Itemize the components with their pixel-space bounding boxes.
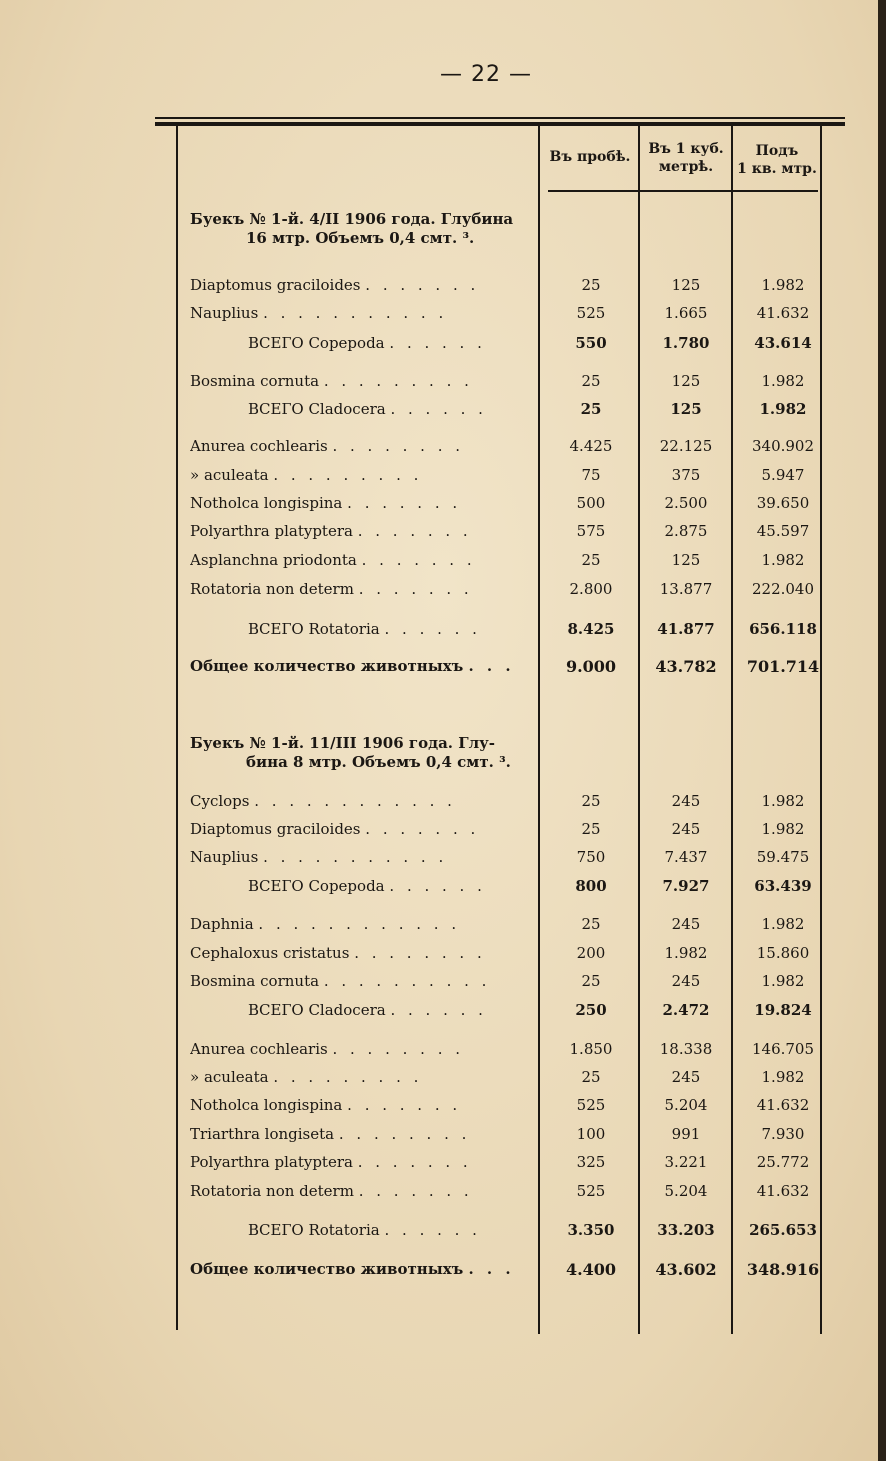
table-row	[0, 437, 886, 461]
value-per-square-meter: 41.632	[756, 304, 810, 322]
row-label-text: Nauplius	[190, 848, 259, 866]
value-in-sample: 1.850	[569, 1040, 613, 1058]
value-per-square-meter: 45.597	[756, 522, 810, 540]
leader-dots: . . . . . . . . . . . .	[258, 915, 461, 933]
value-per-cubic-meter: 245	[671, 820, 701, 838]
value-per-cubic-meter: 7.927	[662, 877, 710, 895]
row-label	[190, 915, 530, 933]
row-label-text: Nauplius	[190, 304, 259, 322]
value-per-cubic-meter: 2.500	[664, 494, 708, 512]
row-label	[190, 1096, 530, 1114]
value-in-sample: 25	[581, 915, 601, 933]
value-in-sample: 4.425	[569, 437, 613, 455]
section-2-title-line1: Буекъ № 1-й. 11/III 1906 года. Глу-	[190, 734, 495, 752]
leader-dots: . . . . . .	[389, 334, 486, 352]
row-label-text: ВСЕГО Cladocera	[248, 1001, 386, 1019]
section-2-title-line2: бина 8 мтр. Объемъ 0,4 смт. ³.	[246, 753, 511, 771]
row-label-text: Anurea cochlearis	[190, 1040, 328, 1058]
value-in-sample: 2.800	[569, 580, 613, 598]
header-per-square-meter-line1: Подъ	[755, 143, 799, 159]
table-row	[0, 522, 886, 546]
row-label-text: Общее количество животныхъ	[190, 1260, 464, 1278]
value-per-cubic-meter: 375	[671, 466, 701, 484]
value-per-square-meter: 19.824	[754, 1001, 812, 1019]
value-in-sample: 800	[575, 877, 607, 895]
row-label-text: Daphnia	[190, 915, 254, 933]
value-per-square-meter: 1.982	[761, 276, 805, 294]
table-row	[0, 1096, 886, 1120]
table-row	[0, 304, 886, 328]
row-label-text: Cephaloxus cristatus	[190, 944, 350, 962]
value-in-sample: 4.400	[565, 1260, 617, 1279]
table-row-subtotal	[0, 1221, 886, 1245]
value-per-cubic-meter: 7.437	[664, 848, 708, 866]
table-row	[0, 580, 886, 604]
row-label-text: Notholca longispina	[190, 1096, 343, 1114]
value-per-cubic-meter: 22.125	[659, 437, 713, 455]
table-row-subtotal	[0, 334, 886, 358]
value-in-sample: 750	[576, 848, 606, 866]
leader-dots: . . . . . . .	[361, 551, 476, 569]
table-row-subtotal	[0, 620, 886, 644]
leader-dots: . . . . . . . . .	[273, 466, 423, 484]
row-label	[190, 1260, 530, 1278]
value-per-square-meter: 1.982	[759, 400, 807, 418]
leader-dots: . . . . . . . . . . . .	[254, 792, 456, 810]
value-per-square-meter: 656.118	[749, 620, 817, 638]
table-row-grand-total	[0, 657, 886, 681]
value-per-cubic-meter: 245	[671, 792, 701, 810]
value-per-square-meter: 1.982	[761, 820, 805, 838]
table-row-subtotal	[0, 400, 886, 424]
value-per-square-meter: 7.930	[761, 1125, 805, 1143]
row-label	[190, 522, 530, 540]
section-1-title-line1: Буекъ № 1-й. 4/II 1906 года. Глубина	[190, 210, 514, 228]
value-in-sample: 100	[576, 1125, 606, 1143]
value-in-sample: 25	[581, 276, 601, 294]
row-label	[190, 820, 530, 838]
header-per-cubic-meter-line2: метрѣ.	[658, 159, 714, 175]
value-per-cubic-meter: 125	[670, 400, 702, 418]
table-top-rule	[155, 117, 845, 119]
table-row	[0, 1040, 886, 1064]
value-per-square-meter: 25.772	[756, 1153, 810, 1171]
table-row	[0, 944, 886, 968]
leader-dots: . . . . . .	[390, 1001, 487, 1019]
row-label-text: ВСЕГО Copepoda	[248, 334, 385, 352]
row-label	[248, 334, 588, 352]
row-label-text: ВСЕГО Rotatoria	[248, 1221, 380, 1239]
leader-dots: . . . . . . .	[365, 820, 480, 838]
row-label	[190, 1040, 530, 1058]
row-label-text: » aculeata	[190, 1068, 269, 1086]
leader-dots: . . . . . . .	[365, 276, 480, 294]
row-label-text: ВСЕГО Rotatoria	[248, 620, 380, 638]
value-per-square-meter: 43.614	[754, 334, 812, 352]
row-label-text: Rotatoria non determ	[190, 1182, 354, 1200]
value-in-sample: 575	[576, 522, 606, 540]
leader-dots: . . . . . . . . .	[273, 1068, 423, 1086]
value-per-square-meter: 701.714	[746, 657, 820, 676]
value-per-square-meter: 1.982	[761, 915, 805, 933]
value-in-sample: 550	[575, 334, 607, 352]
row-label	[248, 620, 588, 638]
value-in-sample: 525	[576, 304, 606, 322]
header-per-cubic-meter-line1: Въ 1 куб.	[648, 141, 724, 157]
row-label	[190, 1125, 530, 1143]
value-per-square-meter: 222.040	[751, 580, 815, 598]
header-in-sample: Въ пробѣ.	[549, 149, 631, 165]
row-label-text: ВСЕГО Cladocera	[248, 400, 386, 418]
table-row	[0, 972, 886, 996]
value-per-cubic-meter: 5.204	[664, 1096, 708, 1114]
value-in-sample: 8.425	[567, 620, 615, 638]
row-label-text: Triarthra longiseta	[190, 1125, 335, 1143]
row-label	[190, 1153, 530, 1171]
row-label	[190, 944, 530, 962]
value-per-square-meter: 1.982	[761, 792, 805, 810]
value-per-square-meter: 1.982	[761, 551, 805, 569]
row-label	[190, 580, 530, 598]
leader-dots: . . .	[468, 657, 515, 675]
row-label-text: Asplanchna priodonta	[190, 551, 357, 569]
value-per-cubic-meter: 1.982	[664, 944, 708, 962]
value-per-square-meter: 63.439	[754, 877, 812, 895]
table-row	[0, 372, 886, 396]
table-row	[0, 848, 886, 872]
table-row-subtotal	[0, 877, 886, 901]
row-label	[190, 1182, 530, 1200]
value-in-sample: 25	[581, 372, 601, 390]
value-per-cubic-meter: 245	[671, 972, 701, 990]
table-row	[0, 466, 886, 490]
value-per-cubic-meter: 43.782	[655, 657, 717, 676]
table-row-grand-total	[0, 1260, 886, 1284]
leader-dots: . . . . . . . . . .	[323, 972, 491, 990]
leader-dots: . . . . . . .	[358, 1182, 473, 1200]
row-label	[190, 437, 530, 455]
leader-dots: . . . . . . .	[357, 1153, 472, 1171]
header-per-square-meter	[733, 142, 821, 178]
value-per-cubic-meter: 33.203	[657, 1221, 715, 1239]
value-per-cubic-meter: 2.472	[662, 1001, 710, 1019]
value-per-square-meter: 1.982	[761, 972, 805, 990]
leader-dots: . . . . . . . .	[338, 1125, 471, 1143]
value-in-sample: 25	[581, 1068, 601, 1086]
value-per-cubic-meter: 18.338	[659, 1040, 713, 1058]
value-per-cubic-meter: 5.204	[664, 1182, 708, 1200]
row-label	[248, 400, 588, 418]
row-label	[190, 792, 530, 810]
value-in-sample: 25	[581, 972, 601, 990]
table-row	[0, 820, 886, 844]
value-per-square-meter: 348.916	[746, 1260, 820, 1279]
table-row	[0, 276, 886, 300]
value-in-sample: 3.350	[567, 1221, 615, 1239]
leader-dots: . . . . . . . . . . .	[263, 304, 448, 322]
leader-dots: . . . . . .	[390, 400, 487, 418]
row-label	[190, 551, 530, 569]
value-per-cubic-meter: 1.665	[664, 304, 708, 322]
row-label-text: Cyclops	[190, 792, 250, 810]
value-per-cubic-meter: 13.877	[659, 580, 713, 598]
value-per-square-meter: 5.947	[761, 466, 805, 484]
leader-dots: . . . . . . .	[347, 494, 462, 512]
leader-dots: . . . . . .	[384, 1221, 481, 1239]
table-row	[0, 792, 886, 816]
page-number: — 22 —	[440, 62, 532, 87]
leader-dots: . . . . . . . . . . .	[263, 848, 448, 866]
row-label	[248, 877, 588, 895]
row-label	[248, 1221, 588, 1239]
value-per-square-meter: 59.475	[756, 848, 810, 866]
row-label	[190, 466, 530, 484]
value-in-sample: 75	[581, 466, 601, 484]
row-label	[248, 1001, 588, 1019]
row-label-text: Anurea cochlearis	[190, 437, 328, 455]
value-in-sample: 250	[575, 1001, 607, 1019]
row-label	[190, 972, 530, 990]
leader-dots: . . . . . .	[384, 620, 481, 638]
leader-dots: . . . . . . . .	[354, 944, 486, 962]
value-per-cubic-meter: 245	[671, 1068, 701, 1086]
table-row	[0, 494, 886, 518]
value-per-cubic-meter: 2.875	[664, 522, 708, 540]
value-in-sample: 25	[581, 792, 601, 810]
value-in-sample: 525	[576, 1096, 606, 1114]
value-per-cubic-meter: 3.221	[664, 1153, 708, 1171]
leader-dots: . . . . . . . . .	[323, 372, 473, 390]
leader-dots: . . . . . . .	[358, 580, 473, 598]
row-label	[190, 304, 530, 322]
row-label-text: Polyarthra platyptera	[190, 522, 353, 540]
value-per-cubic-meter: 1.780	[662, 334, 710, 352]
row-label-text: Bosmina cornuta	[190, 972, 320, 990]
value-in-sample: 525	[576, 1182, 606, 1200]
header-per-square-meter-line2: 1 кв. мтр.	[737, 161, 817, 177]
header-bottom-rule	[548, 190, 818, 192]
leader-dots: . . . . . . .	[357, 522, 472, 540]
row-label	[190, 372, 530, 390]
value-per-cubic-meter: 245	[671, 915, 701, 933]
table-row-subtotal	[0, 1001, 886, 1025]
row-label-text: Notholca longispina	[190, 494, 343, 512]
value-per-cubic-meter: 41.877	[657, 620, 715, 638]
row-label-text: Bosmina cornuta	[190, 372, 320, 390]
section-2-title	[190, 734, 530, 772]
section-1-title-line2: 16 мтр. Объемъ 0,4 смт. ³.	[246, 229, 475, 247]
row-label-text: Rotatoria non determ	[190, 580, 354, 598]
section-1-title	[190, 210, 530, 248]
leader-dots: . . .	[468, 1260, 515, 1278]
value-per-square-meter: 41.632	[756, 1096, 810, 1114]
value-per-cubic-meter: 43.602	[655, 1260, 717, 1279]
table-row	[0, 915, 886, 939]
value-per-cubic-meter: 991	[671, 1125, 701, 1143]
row-label-text: ВСЕГО Copepoda	[248, 877, 385, 895]
value-per-square-meter: 340.902	[751, 437, 815, 455]
row-label-text: Diaptomus graciloides	[190, 820, 361, 838]
value-in-sample: 325	[576, 1153, 606, 1171]
value-per-square-meter: 39.650	[756, 494, 810, 512]
table-row	[0, 1068, 886, 1092]
value-per-cubic-meter: 125	[671, 551, 701, 569]
value-per-square-meter: 15.860	[756, 944, 810, 962]
row-label-text: Polyarthra platyptera	[190, 1153, 353, 1171]
value-in-sample: 9.000	[565, 657, 617, 676]
table-row	[0, 551, 886, 575]
value-in-sample: 25	[581, 551, 601, 569]
value-per-square-meter: 1.982	[761, 372, 805, 390]
table-row	[0, 1125, 886, 1149]
value-in-sample: 25	[581, 820, 601, 838]
row-label	[190, 848, 530, 866]
leader-dots: . . . . . . . .	[332, 1040, 465, 1058]
row-label-text: Общее количество животныхъ	[190, 657, 464, 675]
value-per-square-meter: 146.705	[751, 1040, 815, 1058]
value-in-sample: 200	[576, 944, 606, 962]
row-label	[190, 494, 530, 512]
value-per-square-meter: 1.982	[761, 1068, 805, 1086]
row-label	[190, 657, 530, 675]
value-per-cubic-meter: 125	[671, 276, 701, 294]
table-top-rule-thick	[155, 122, 845, 126]
row-label	[190, 1068, 530, 1086]
value-per-square-meter: 41.632	[756, 1182, 810, 1200]
header-per-cubic-meter	[640, 140, 732, 176]
value-per-cubic-meter: 125	[671, 372, 701, 390]
row-label-text: » aculeata	[190, 466, 269, 484]
leader-dots: . . . . . .	[389, 877, 486, 895]
table-row	[0, 1153, 886, 1177]
value-in-sample: 500	[576, 494, 606, 512]
value-in-sample: 25	[580, 400, 602, 418]
value-per-square-meter: 265.653	[749, 1221, 817, 1239]
row-label-text: Diaptomus graciloides	[190, 276, 361, 294]
leader-dots: . . . . . . . .	[332, 437, 465, 455]
leader-dots: . . . . . . .	[347, 1096, 462, 1114]
table-row	[0, 1182, 886, 1206]
row-label	[190, 276, 530, 294]
